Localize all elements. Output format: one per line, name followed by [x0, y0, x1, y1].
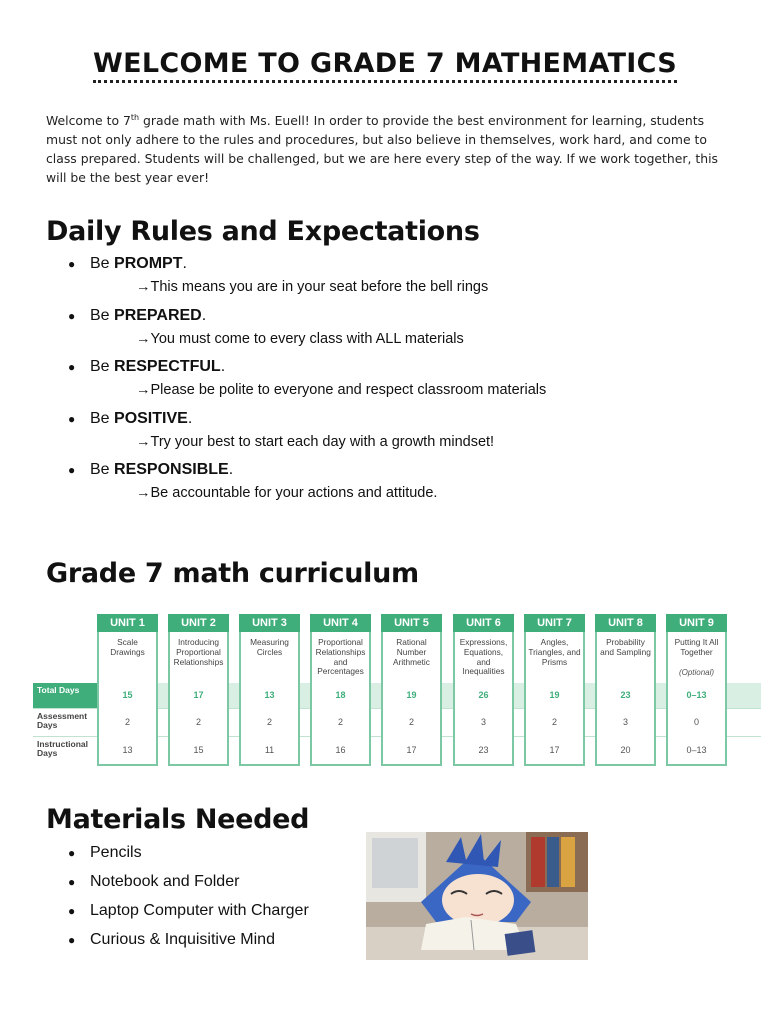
- material-item: [68, 871, 368, 900]
- unit-name: Introducing Proportional Relationships: [173, 637, 224, 667]
- rule-prefix: Be: [90, 461, 115, 478]
- bullet-icon: ●: [68, 257, 76, 271]
- unit-header: UNIT 4: [310, 614, 371, 632]
- curriculum-heading: Grade 7 math curriculum: [46, 558, 419, 589]
- unit-name: Putting It All Together: [674, 637, 719, 657]
- intro-superscript: th: [130, 113, 140, 122]
- rule-prefix: Be: [90, 306, 115, 324]
- curriculum-table: [33, 614, 763, 769]
- rule-detail: →This means you are in your seat before the bell rings: [136, 279, 489, 295]
- instructional-days-cell: 17: [549, 745, 560, 755]
- assessment-days-cell: 2: [551, 717, 557, 727]
- materials-list: [68, 842, 368, 958]
- bullet-icon: ●: [68, 933, 76, 947]
- rule-suffix: .: [201, 306, 207, 324]
- total-days-cell: 15: [122, 690, 133, 700]
- unit-name: Expressions, Equations, and Inequalities: [459, 637, 508, 677]
- total-days-cell: 23: [620, 690, 631, 700]
- instructional-days-cell: 11: [264, 745, 275, 755]
- total-days-cell: 18: [335, 690, 346, 700]
- instructional-days-cell: 23: [478, 745, 489, 755]
- unit-header: UNIT 8: [595, 614, 656, 632]
- unit-name: Rational Number Arithmetic: [393, 637, 430, 667]
- assessment-days-cell: 3: [480, 717, 486, 727]
- material-item: [68, 900, 368, 929]
- assessment-days-cell: 3: [622, 717, 628, 727]
- assessment-days-cell: 2: [195, 717, 201, 727]
- instructional-days-cell: 16: [335, 745, 346, 755]
- instructional-days-cell: 15: [193, 745, 204, 755]
- rule-item: [68, 407, 688, 459]
- rules-list: [68, 252, 688, 510]
- row-label-total: Total Days: [33, 683, 97, 708]
- instructional-days-cell: 13: [122, 745, 133, 755]
- instructional-days-cell: 20: [620, 745, 631, 755]
- bullet-icon: ●: [68, 463, 76, 477]
- assessment-days-cell: 0: [693, 717, 699, 727]
- total-days-cell: 17: [193, 690, 204, 700]
- instructional-days-cell: 0–13: [686, 745, 707, 755]
- rule-line: [68, 407, 688, 431]
- total-days-cell: 0–13: [686, 690, 707, 700]
- assessment-days-cell: 2: [337, 717, 343, 727]
- rule-line: [68, 355, 688, 379]
- unit-optional: (Optional): [678, 668, 715, 677]
- unit-header: UNIT 6: [453, 614, 514, 632]
- rule-prefix: Be: [90, 409, 115, 427]
- unit-header: UNIT 2: [168, 614, 229, 632]
- row-label-assessment: Assessment Days: [37, 711, 88, 730]
- total-days-cell: 19: [406, 690, 417, 700]
- bullet-icon: ●: [68, 875, 76, 889]
- intro-paragraph: [46, 108, 726, 187]
- rule-item: [68, 355, 688, 407]
- material-item: [68, 929, 368, 958]
- bullet-icon: ●: [68, 308, 76, 323]
- unit-header: UNIT 9: [666, 614, 727, 632]
- material-label: Curious & Inquisitive Mind: [90, 931, 275, 948]
- unit-name: Probability and Sampling: [600, 637, 651, 657]
- rule-detail: →You must come to every class with ALL materials: [136, 330, 464, 347]
- rule-suffix: .: [228, 461, 234, 478]
- bullet-icon: ●: [68, 411, 76, 426]
- material-label: Laptop Computer with Charger: [90, 902, 309, 919]
- rule-line: [68, 252, 688, 276]
- rule-keyword: PROMPT: [114, 255, 183, 272]
- intro-text-b: grade math with Ms. Euell! In order to provide the best environment for learning, students must not only adhere to the rules and procedures, but also believe in themselves, work hard, and come to class prepared. Students will be challenged, but we are here every step of the way. If we work together, this will be the best year ever!: [46, 113, 718, 186]
- rule-item: [68, 458, 688, 510]
- rule-keyword: RESPECTFUL: [114, 358, 221, 375]
- unit-header: UNIT 3: [239, 614, 300, 632]
- total-days-cell: 13: [264, 690, 275, 700]
- assessment-days-cell: 2: [124, 717, 130, 727]
- rule-detail: →Try your best to start each day with a growth mindset!: [136, 433, 495, 450]
- student-illustration: [366, 832, 588, 960]
- unit-header: UNIT 1: [97, 614, 158, 632]
- assessment-days-cell: 2: [266, 717, 272, 727]
- rule-suffix: .: [187, 409, 193, 427]
- rule-item: [68, 252, 688, 304]
- unit-name: Proportional Relationships and Percentages: [315, 637, 366, 677]
- rule-item: [68, 304, 688, 356]
- unit-header: UNIT 5: [381, 614, 442, 632]
- unit-name: Scale Drawings: [110, 637, 145, 657]
- rule-suffix: .: [220, 358, 226, 375]
- material-label: Notebook and Folder: [90, 873, 240, 890]
- intro-text-a: Welcome to 7: [46, 113, 131, 129]
- instructional-days-cell: 17: [406, 745, 417, 755]
- rule-line: [68, 304, 688, 328]
- bullet-icon: ●: [68, 360, 76, 374]
- unit-name: Measuring Circles: [250, 637, 289, 657]
- unit-name: Angles, Triangles, and Prisms: [528, 637, 581, 667]
- rule-prefix: Be: [90, 255, 115, 272]
- total-days-cell: 19: [549, 690, 560, 700]
- material-item: [68, 842, 368, 871]
- anime-student-image: [366, 832, 588, 960]
- total-days-cell: 26: [478, 690, 489, 700]
- assessment-days-cell: 2: [408, 717, 414, 727]
- rule-detail: →Please be polite to everyone and respect classroom materials: [136, 382, 547, 398]
- rules-heading: Daily Rules and Expectations: [46, 216, 480, 247]
- rule-suffix: .: [182, 255, 187, 272]
- row-label-instructional: Instructional Days: [37, 739, 89, 758]
- rule-line: [68, 458, 688, 482]
- bullet-icon: ●: [68, 904, 76, 918]
- rule-keyword: RESPONSIBLE: [114, 461, 229, 478]
- page-title-text: WELCOME TO GRADE 7 MATHEMATICS: [93, 48, 677, 83]
- bullet-icon: ●: [68, 846, 76, 860]
- rule-detail: →Be accountable for your actions and attitude.: [136, 485, 438, 501]
- rule-keyword: POSITIVE: [114, 409, 188, 427]
- materials-heading: Materials Needed: [46, 804, 310, 835]
- material-label: Pencils: [90, 844, 142, 861]
- page-title: [0, 48, 770, 79]
- rule-prefix: Be: [90, 358, 115, 375]
- unit-header: UNIT 7: [524, 614, 585, 632]
- rule-keyword: PREPARED: [114, 306, 202, 324]
